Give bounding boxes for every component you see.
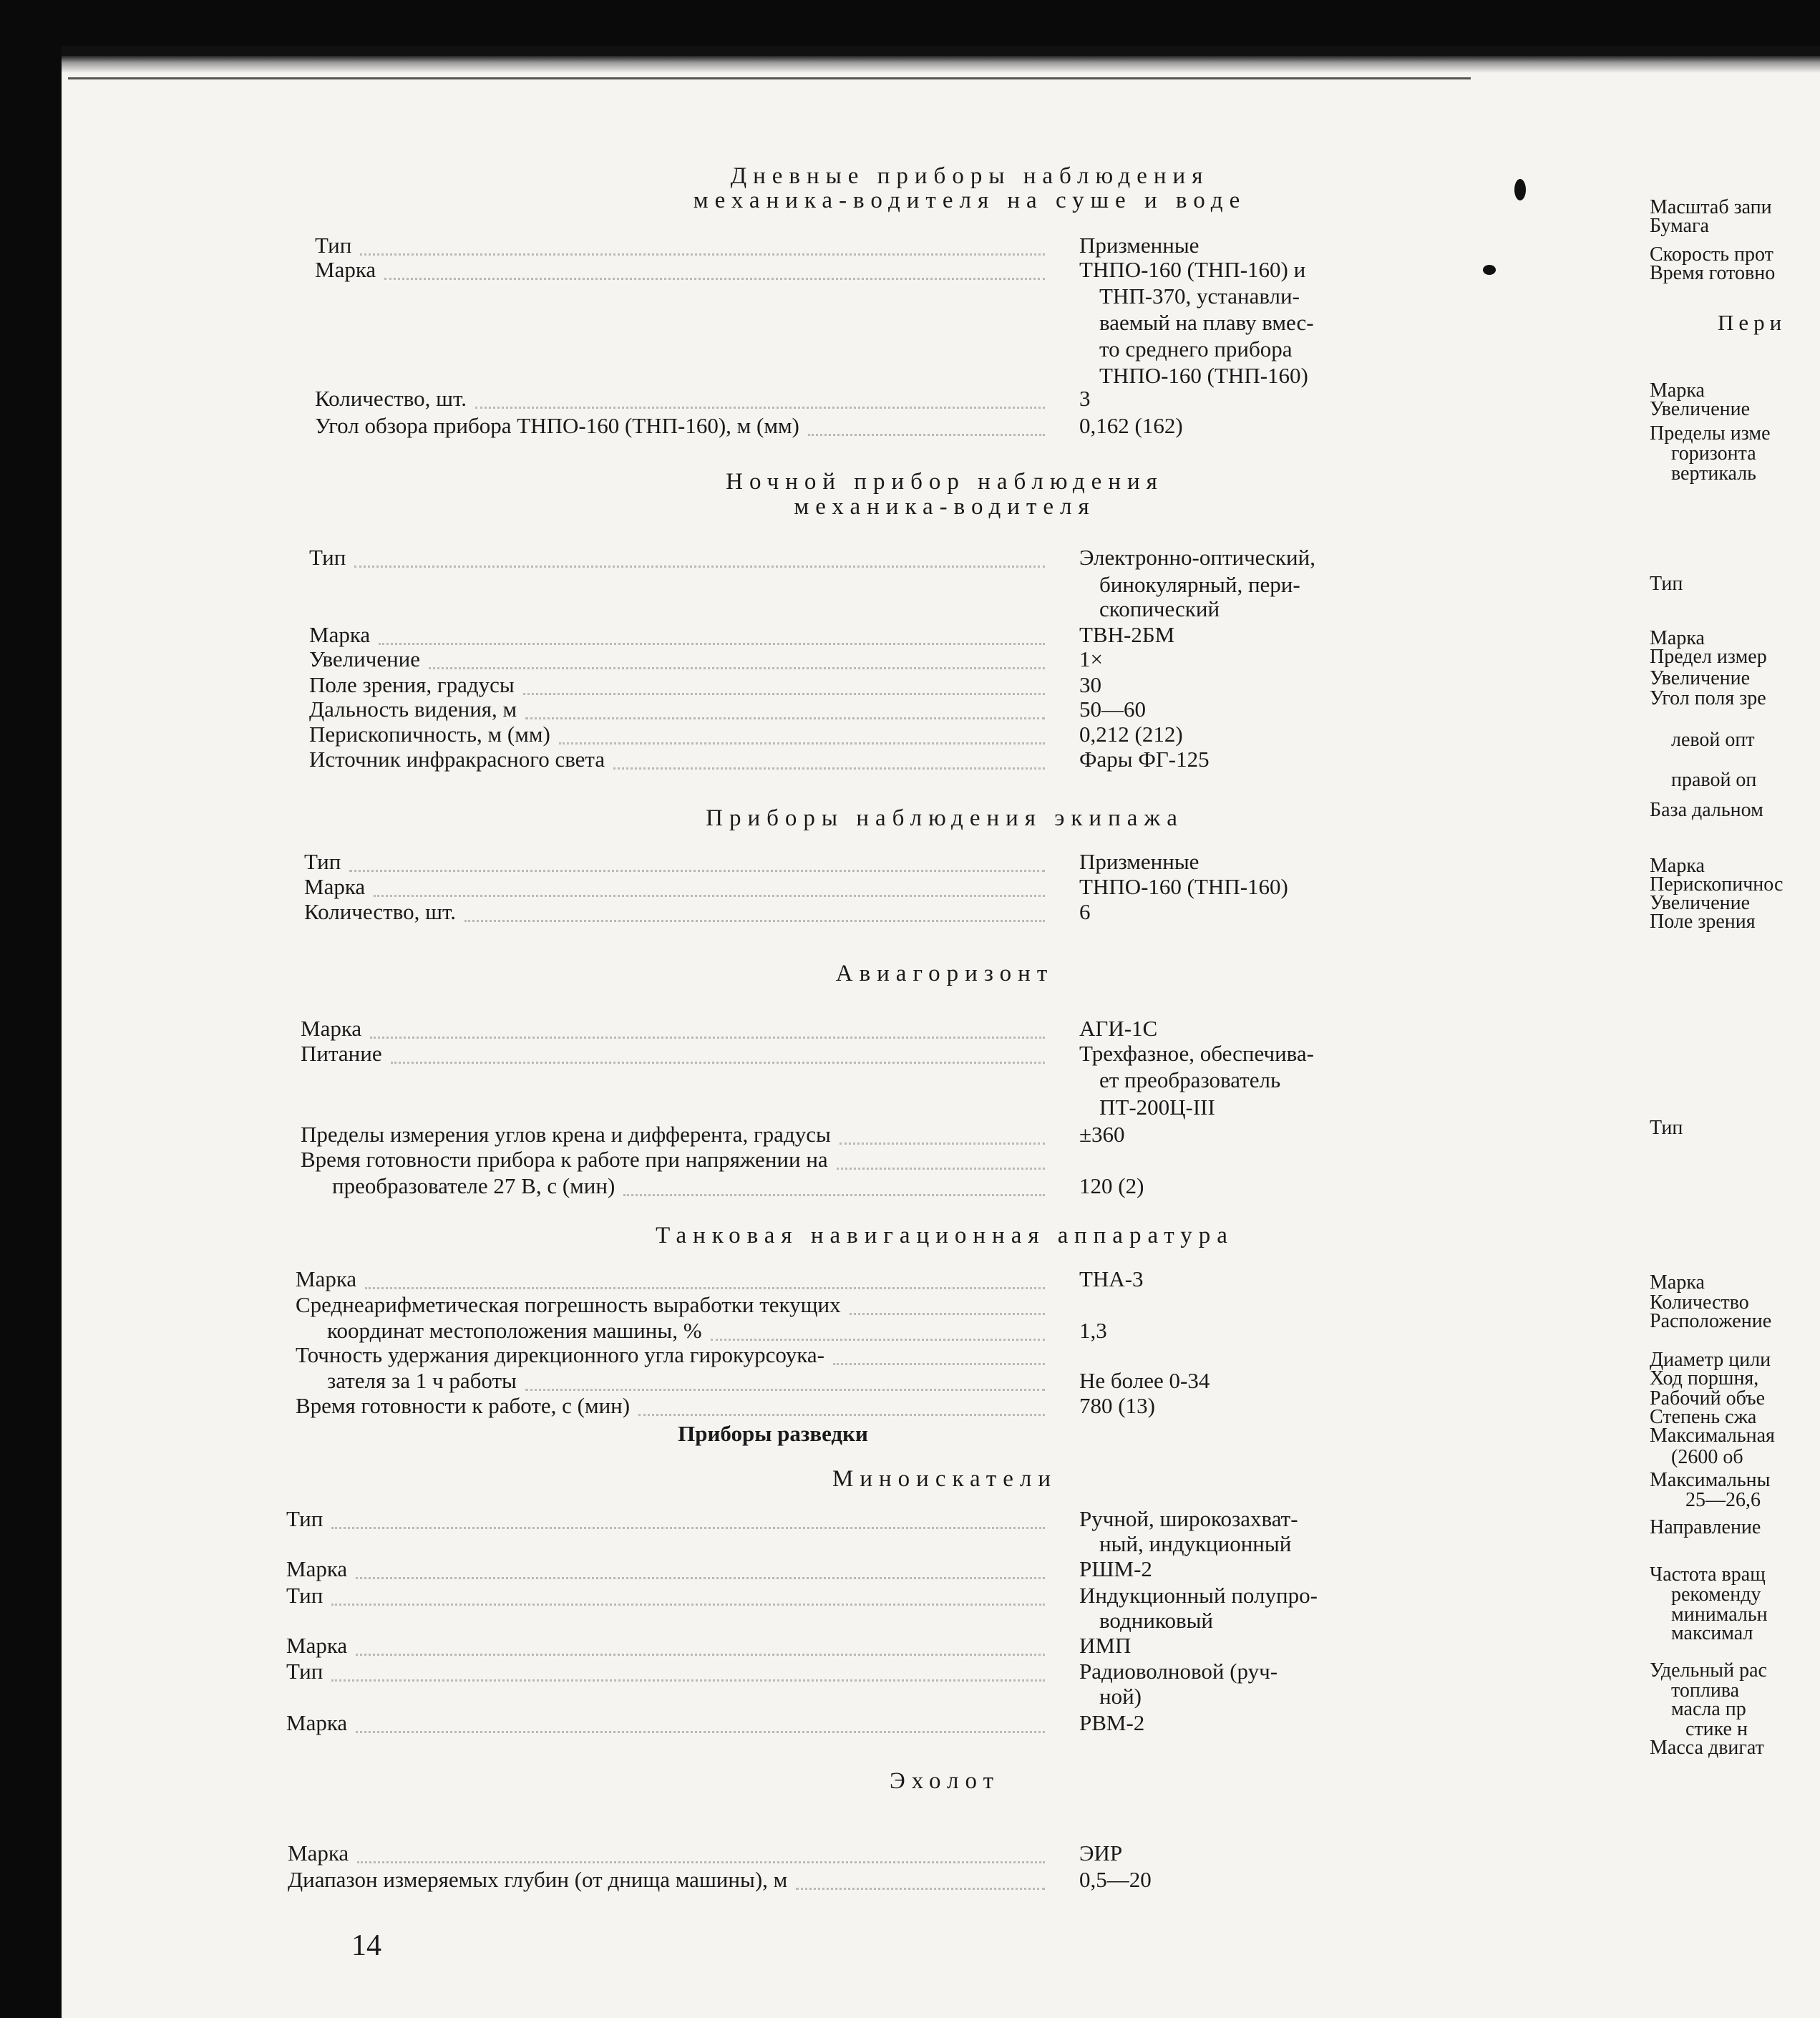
section-heading: Танковая навигационная аппаратура: [656, 1223, 1234, 1248]
spec-row: [288, 1841, 1480, 1866]
spec-value: РШМ-2: [1079, 1556, 1152, 1581]
right-page-text: Пределы изме: [1650, 422, 1771, 445]
spec-value: водниковый: [1099, 1608, 1214, 1633]
spec-row: [286, 1634, 1480, 1658]
right-page-text: Марка: [1650, 1271, 1705, 1294]
right-page-text: Ход поршня,: [1650, 1367, 1759, 1389]
spec-label: Тип: [286, 1506, 323, 1531]
right-page-text: Бумага: [1650, 215, 1709, 237]
spec-row: [304, 900, 1480, 924]
right-page-text: масла пр: [1671, 1698, 1746, 1720]
spec-label: Марка: [301, 1016, 362, 1041]
spec-row: [296, 1267, 1480, 1291]
spec-value: ТНПО-160 (ТНП-160): [1079, 874, 1288, 899]
right-page-text: Пери: [1718, 310, 1787, 335]
spec-value: ной): [1099, 1684, 1142, 1709]
spec-label: Среднеарифметическая погрешность выработки текущих: [296, 1292, 841, 1317]
right-page-text: Увеличение: [1650, 892, 1751, 914]
right-page-text: Количество: [1650, 1291, 1749, 1314]
spec-row: [286, 1557, 1480, 1581]
spec-row: [286, 1711, 1480, 1735]
right-page-text: Масса двигат: [1650, 1737, 1764, 1759]
right-page-text: Увеличение: [1650, 667, 1751, 689]
spec-label: Марка: [288, 1840, 349, 1866]
right-page-text: Масштаб запи: [1650, 196, 1772, 218]
spec-label: Увеличение: [309, 646, 421, 671]
spec-value: РВМ-2: [1079, 1710, 1145, 1735]
section-heading: Приборы наблюдения экипажа: [706, 805, 1184, 831]
scan-border-top: [0, 0, 1820, 46]
right-page-text: Скорость прот: [1650, 243, 1773, 266]
right-page-text: Тип: [1650, 1117, 1683, 1139]
right-page-text: Марка: [1650, 379, 1705, 402]
right-page-text: рекоменду: [1671, 1583, 1761, 1606]
spec-value: ТНПО-160 (ТНП-160): [1099, 363, 1308, 388]
spec-label: Тип: [304, 849, 341, 874]
section-subheading: механика-водителя: [794, 494, 1096, 520]
spec-value: 3: [1079, 386, 1091, 411]
right-page-text: топлива: [1671, 1679, 1740, 1702]
spec-value: Не более 0-34: [1079, 1368, 1210, 1393]
spec-value: ет преобразователь: [1099, 1067, 1281, 1092]
spec-value: ваемый на плаву вмес-: [1099, 310, 1314, 335]
spec-value: 780 (13): [1079, 1393, 1155, 1418]
right-page-text: Предел измер: [1650, 646, 1767, 668]
spec-label: Поле зрения, градусы: [309, 672, 515, 697]
spec-value: 30: [1079, 672, 1101, 697]
ink-spot: [1483, 265, 1496, 275]
ink-spot: [1514, 179, 1526, 200]
spec-label: Пределы измерения углов крена и дифферента, градусы: [301, 1122, 831, 1147]
spec-value: Фары ФГ-125: [1079, 747, 1210, 772]
spec-value: 1×: [1079, 646, 1103, 671]
spec-label: Марка: [296, 1266, 357, 1291]
spec-value: 6: [1079, 899, 1091, 924]
spec-value: ТВН-2БМ: [1079, 622, 1175, 647]
spec-row: [315, 258, 1480, 282]
spec-label: координат местоположения машины, %: [327, 1318, 702, 1343]
right-page-text: Марка: [1650, 855, 1705, 877]
right-page-text: Расположение: [1650, 1310, 1772, 1332]
right-page-text: Максимальны: [1650, 1469, 1771, 1491]
spec-label: Тип: [309, 545, 346, 570]
spec-value: 0,212 (212): [1079, 722, 1183, 747]
right-page-text: правой оп: [1671, 769, 1757, 791]
spec-value: ИМП: [1079, 1633, 1132, 1658]
spec-row: [296, 1394, 1480, 1418]
right-page-text: Марка: [1650, 627, 1705, 649]
right-page-text: Увеличение: [1650, 398, 1751, 420]
right-page-text: Направление: [1650, 1516, 1761, 1538]
right-page-text: Перископичнос: [1650, 873, 1783, 896]
spec-row: [309, 573, 1480, 597]
right-page-text: Тип: [1650, 573, 1683, 595]
right-page-text: Поле зрения: [1650, 911, 1756, 933]
right-page-text: Угол поля зре: [1650, 687, 1766, 709]
section-heading: Эхолот: [889, 1768, 1001, 1794]
spec-value: скопический: [1099, 596, 1220, 621]
spec-label: Диапазон измеряемых глубин (от днища машины), м: [288, 1867, 788, 1892]
spec-value: 1,3: [1079, 1318, 1107, 1343]
right-page-text: Время готовно: [1650, 262, 1776, 284]
right-page-text: База дальном: [1650, 799, 1763, 821]
spec-row: [296, 1343, 1480, 1367]
spec-label: Марка: [286, 1633, 348, 1658]
right-page-text: Степень сжа: [1650, 1406, 1757, 1428]
spec-label: Марка: [309, 622, 371, 647]
spec-value: 50—60: [1079, 697, 1146, 722]
section-heading: Ночной прибор наблюдения: [726, 469, 1164, 495]
top-rule: [68, 77, 1471, 79]
spec-label: Время готовности прибора к работе при напряжении на: [301, 1147, 828, 1172]
right-page-text: Частота вращ: [1650, 1563, 1766, 1586]
right-page-text: максимал: [1671, 1622, 1753, 1644]
spec-label: Угол обзора прибора ТНПО-160 (ТНП-160), м (мм): [315, 413, 799, 438]
spec-value: Ручной, широкозахват-: [1079, 1506, 1298, 1531]
spec-value: ЭИР: [1079, 1840, 1123, 1866]
right-page-text: Максимальная: [1650, 1425, 1775, 1447]
spec-row: [301, 1174, 1480, 1198]
spec-value: то среднего прибора: [1099, 336, 1293, 362]
spec-row: [315, 284, 1480, 309]
section-subheading: механика-водителя на суше и воде: [693, 188, 1247, 213]
spec-label: Перископичность, м (мм): [309, 722, 550, 747]
spec-label: преобразователе 27 В, с (мин): [332, 1173, 615, 1198]
spec-label: Тип: [286, 1583, 323, 1608]
right-page-text: (2600 об: [1671, 1446, 1743, 1468]
spec-value: Радиоволновой (руч-: [1079, 1659, 1278, 1684]
spec-label: Время готовности к работе, с (мин): [296, 1393, 631, 1418]
spec-value: ПТ-200Ц-III: [1099, 1095, 1215, 1120]
section-heading: Миноискатели: [832, 1466, 1057, 1492]
spec-value: Призменные: [1079, 849, 1199, 874]
scan-border-left: [0, 0, 62, 2018]
spec-row: [286, 1684, 1480, 1709]
spec-row: [309, 545, 1480, 570]
spec-row: [286, 1659, 1480, 1684]
spec-label: зателя за 1 ч работы: [327, 1368, 517, 1393]
spec-label: Точность удержания дирекционного угла гирокурсоука-: [296, 1342, 824, 1367]
spec-label: Марка: [304, 874, 366, 899]
spec-row: [301, 1148, 1480, 1172]
spec-value: 0,162 (162): [1079, 413, 1183, 438]
section-heading: Авиагоризонт: [835, 961, 1054, 986]
spec-value: бинокулярный, пери-: [1099, 572, 1300, 597]
spec-value: Призменные: [1079, 233, 1199, 258]
spec-label: Тип: [286, 1659, 323, 1684]
right-page-text: левой опт: [1671, 729, 1755, 751]
spec-label: Количество, шт.: [315, 386, 467, 411]
page-number: 14: [351, 1929, 381, 1962]
page-fold-shadow: [62, 56, 1820, 73]
book-page: [62, 56, 1820, 2018]
spec-label: Источник инфракрасного света: [309, 747, 605, 772]
spec-row: [288, 1868, 1480, 1892]
spec-row: [309, 597, 1480, 621]
right-page-text: Удельный рас: [1650, 1659, 1767, 1682]
spec-value: ±360: [1079, 1122, 1125, 1147]
spec-value: ТНПО-160 (ТНП-160) и: [1079, 257, 1306, 282]
spec-row: [286, 1507, 1480, 1531]
spec-value: Трехфазное, обеспечива-: [1079, 1041, 1314, 1066]
right-page-text: Диаметр цили: [1650, 1349, 1771, 1371]
spec-label: Марка: [286, 1556, 348, 1581]
spec-value: 0,5—20: [1079, 1867, 1152, 1892]
spec-row: [296, 1293, 1480, 1317]
right-page-text: горизонта: [1671, 442, 1756, 465]
spec-row: [309, 647, 1480, 671]
spec-label: Марка: [315, 257, 376, 282]
spec-label: Марка: [286, 1710, 348, 1735]
spec-value: ный, индукционный: [1099, 1531, 1292, 1556]
spec-row: [315, 414, 1480, 438]
section-group-heading: Приборы разведки: [678, 1421, 868, 1446]
spec-value: 120 (2): [1079, 1173, 1144, 1198]
spec-label: Количество, шт.: [304, 899, 456, 924]
spec-row: [301, 1042, 1480, 1066]
spec-label: Дальность видения, м: [309, 697, 517, 722]
right-page-text: вертикаль: [1671, 462, 1756, 485]
spec-value: АГИ-1С: [1079, 1016, 1158, 1041]
spec-row: [315, 337, 1480, 362]
spec-row: [286, 1583, 1480, 1608]
right-page-text: Рабочий объе: [1650, 1387, 1766, 1410]
spec-label: Питание: [301, 1041, 382, 1066]
spec-row: [301, 1095, 1480, 1120]
spec-label: Тип: [315, 233, 352, 258]
right-page-text: 25—26,6: [1685, 1489, 1761, 1511]
spec-value: Электронно-оптический,: [1079, 545, 1315, 570]
right-page-text: минимальн: [1671, 1604, 1768, 1626]
right-page-text: стике н: [1685, 1718, 1748, 1740]
spec-row: [315, 387, 1480, 411]
spec-value: ТНА-3: [1079, 1266, 1144, 1291]
spec-row: [315, 311, 1480, 335]
spec-value: ТНП-370, устанавли-: [1099, 283, 1300, 309]
spec-row: [309, 747, 1480, 772]
section-heading: Дневные приборы наблюдения: [730, 163, 1210, 189]
spec-row: [301, 1068, 1480, 1092]
spec-value: Индукционный полупро-: [1079, 1583, 1318, 1608]
